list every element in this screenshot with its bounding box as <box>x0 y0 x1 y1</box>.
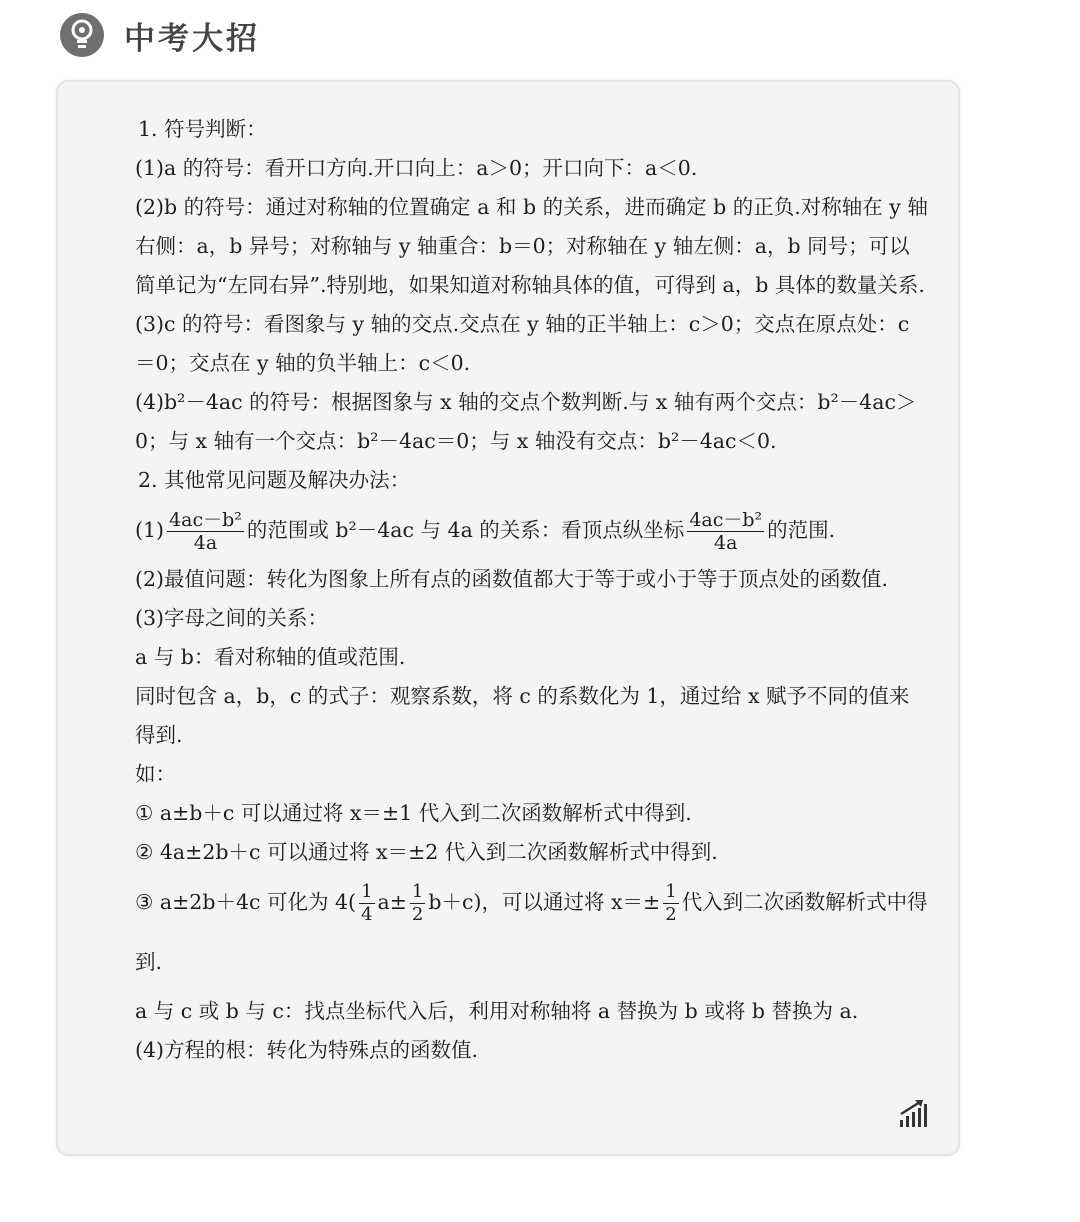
content-card <box>58 82 958 1154</box>
lightbulb-icon <box>60 13 104 57</box>
paragraph-vertex-range <box>93 500 928 560</box>
fraction-denominator: 4a <box>193 532 218 554</box>
example-3-part-b: a± <box>377 890 407 914</box>
page-title: 中考大招 <box>124 20 260 57</box>
fraction-numerator: 1 <box>411 881 424 902</box>
fraction-vertex-1 <box>167 509 244 554</box>
fraction-numerator: 1 <box>361 881 373 902</box>
paragraph-discriminant-sign: (4)b²－4ac 的符号：根据图象与 x 轴的交点个数判断.与 x 轴有两个交点：b²－4ac＞0；与 x 轴有一个交点：b²－4ac＝0；与 x 轴没有交点：b²－4ac＜0. <box>135 390 917 453</box>
article-body <box>93 110 928 1070</box>
paragraph-b-sign <box>93 188 928 305</box>
section-heading-2: 2. 其他常见问题及解决办法： <box>138 468 411 492</box>
example-3-part-d: 代入到二次函数解析式中得到. <box>135 890 928 974</box>
header <box>60 10 260 60</box>
fraction-vertex-2 <box>687 509 764 554</box>
fraction-numerator: 1 <box>665 881 677 902</box>
paragraph-extremum: (2)最值问题：转化为图象上所有点的函数值都大于等于或小于等于顶点处的函数值. <box>135 567 889 591</box>
fraction-half-1 <box>410 881 425 926</box>
growth-chart-icon <box>898 1098 930 1132</box>
paragraph-c-sign: (3)c 的符号：看图象与 y 轴的交点.交点在 y 轴的正半轴上：c＞0；交点在原点处：c＝0；交点在 y 轴的负半轴上：c＜0. <box>135 312 910 375</box>
example-3-part-c: b＋c)，可以通过将 x＝± <box>428 890 661 914</box>
example-3-part-a: ③ a±2b＋4c 可化为 4( <box>135 890 357 914</box>
paragraph-letter-relations: (3)字母之间的关系： <box>135 606 329 630</box>
paragraph-a-b: a 与 b：看对称轴的值或范围. <box>135 645 406 669</box>
paragraph-a-c-b-c: a 与 c 或 b 与 c：找点坐标代入后，利用对称轴将 a 替换为 b 或将 b 替换为 a. <box>135 999 859 1023</box>
paragraph-a-sign: (1)a 的符号：看开口方向.开口向上：a＞0；开口向下：a＜0. <box>135 156 698 180</box>
paragraph-vertex-middle: 的范围或 b²－4ac 与 4a 的关系：看顶点纵坐标 <box>246 518 685 542</box>
section-heading-1: 1. 符号判断： <box>138 117 267 141</box>
paragraph-abc: 同时包含 a，b，c 的式子：观察系数，将 c 的系数化为 1，通过给 x 赋予不同的值来得到. <box>135 684 910 747</box>
fraction-quarter <box>359 881 374 926</box>
fraction-numerator: 4ac－b² <box>689 509 763 531</box>
fraction-denominator: 4 <box>361 904 373 925</box>
fraction-denominator: 2 <box>665 904 677 925</box>
example-2: ② 4a±2b＋c 可以通过将 x＝±2 代入到二次函数解析式中得到. <box>135 840 718 864</box>
paragraph-b-sign-text: (2)b 的符号：通过对称轴的位置确定 a 和 b 的关系，进而确定 b 的正负.对称轴在 y 轴右侧：a，b 异号；对称轴与 y 轴重合：b＝0；对称轴在 y 轴左侧：a，b 同号；可以简单记为“左同右异”.特别地，如果知道对称轴具体的值，可得到 a，b 具体的数量关系. <box>135 195 928 297</box>
example-3 <box>93 872 928 992</box>
fraction-half-2 <box>663 881 678 926</box>
paragraph-vertex-suffix: 的范围. <box>767 518 836 542</box>
paragraph-example-label: 如： <box>135 762 176 786</box>
fraction-denominator: 2 <box>411 904 424 925</box>
fraction-numerator: 4ac－b² <box>169 509 242 531</box>
fraction-denominator: 4a <box>714 532 738 554</box>
paragraph-equation-roots: (4)方程的根：转化为特殊点的函数值. <box>135 1038 479 1062</box>
example-1: ① a±b＋c 可以通过将 x＝±1 代入到二次函数解析式中得到. <box>135 801 692 825</box>
paragraph-vertex-prefix: (1) <box>135 518 165 542</box>
